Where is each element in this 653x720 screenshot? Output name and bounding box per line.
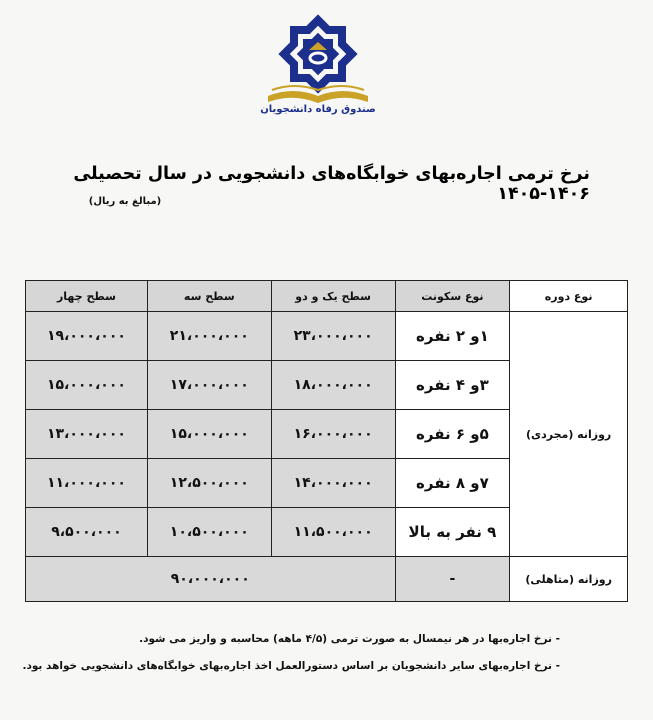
currency-unit-note: (مبالغ به ریال) <box>88 196 162 207</box>
period-single-cell: روزانه (مجردی) <box>510 312 628 557</box>
level-1-2-cell: ۲۳،۰۰۰،۰۰۰ <box>271 312 395 361</box>
capacity-cell: ۹ نفر به بالا <box>395 508 510 557</box>
header-level-4: سطح چهار <box>26 281 148 312</box>
header-capacity: نوع سکونت <box>395 281 510 312</box>
level-4-cell: ۱۱،۰۰۰،۰۰۰ <box>26 459 148 508</box>
notes <box>20 626 560 680</box>
level-4-cell: ۱۵،۰۰۰،۰۰۰ <box>26 361 148 410</box>
capacity-cell: - <box>395 557 510 602</box>
level-4-cell: ۹،۵۰۰،۰۰۰ <box>26 508 148 557</box>
table-row <box>26 312 628 361</box>
header-level-3: سطح سه <box>147 281 271 312</box>
header-period-type: نوع دوره <box>510 281 628 312</box>
page-title: نرخ ترمی اجاره‌بهای خوابگاه‌های دانشجویی در سال تحصیلی ۱۴۰۶-۱۴۰۵ <box>73 164 590 204</box>
capacity-cell: ۵و ۶ نفره <box>395 410 510 459</box>
level-1-2-cell: ۱۱،۵۰۰،۰۰۰ <box>271 508 395 557</box>
note-line: - نرخ اجاره‌بها در هر نیمسال به صورت ترمی (۴/۵ ماهه) محاسبه و واریز می شود. <box>139 633 560 645</box>
table-row-married <box>26 557 628 602</box>
level-1-2-cell: ۱۸،۰۰۰،۰۰۰ <box>271 361 395 410</box>
logo-caption: صندوق رفاه دانشجویان <box>260 104 376 115</box>
table-header-row <box>26 281 628 312</box>
level-4-cell: ۱۹،۰۰۰،۰۰۰ <box>26 312 148 361</box>
capacity-cell: ۷و ۸ نفره <box>395 459 510 508</box>
period-married-cell: روزانه (متاهلی) <box>510 557 628 602</box>
level-1-2-cell: ۱۴،۰۰۰،۰۰۰ <box>271 459 395 508</box>
rent-rates-table <box>25 280 628 602</box>
header-level-1-2: سطح یک و دو <box>271 281 395 312</box>
level-4-cell: ۱۳،۰۰۰،۰۰۰ <box>26 410 148 459</box>
capacity-cell: ۱و ۲ نفره <box>395 312 510 361</box>
level-3-cell: ۲۱،۰۰۰،۰۰۰ <box>147 312 271 361</box>
capacity-cell: ۳و ۴ نفره <box>395 361 510 410</box>
married-rate-cell: ۹۰،۰۰۰،۰۰۰ <box>26 557 396 602</box>
level-3-cell: ۱۷،۰۰۰،۰۰۰ <box>147 361 271 410</box>
level-1-2-cell: ۱۶،۰۰۰،۰۰۰ <box>271 410 395 459</box>
note-line: - نرخ اجاره‌بهای سایر دانشجویان بر اساس دستورالعمل اخذ اجاره‌بهای خوابگاه‌های دانشجویی خواهد بود. <box>22 660 560 672</box>
level-3-cell: ۱۵،۰۰۰،۰۰۰ <box>147 410 271 459</box>
level-3-cell: ۱۲،۵۰۰،۰۰۰ <box>147 459 271 508</box>
level-3-cell: ۱۰،۵۰۰،۰۰۰ <box>147 508 271 557</box>
